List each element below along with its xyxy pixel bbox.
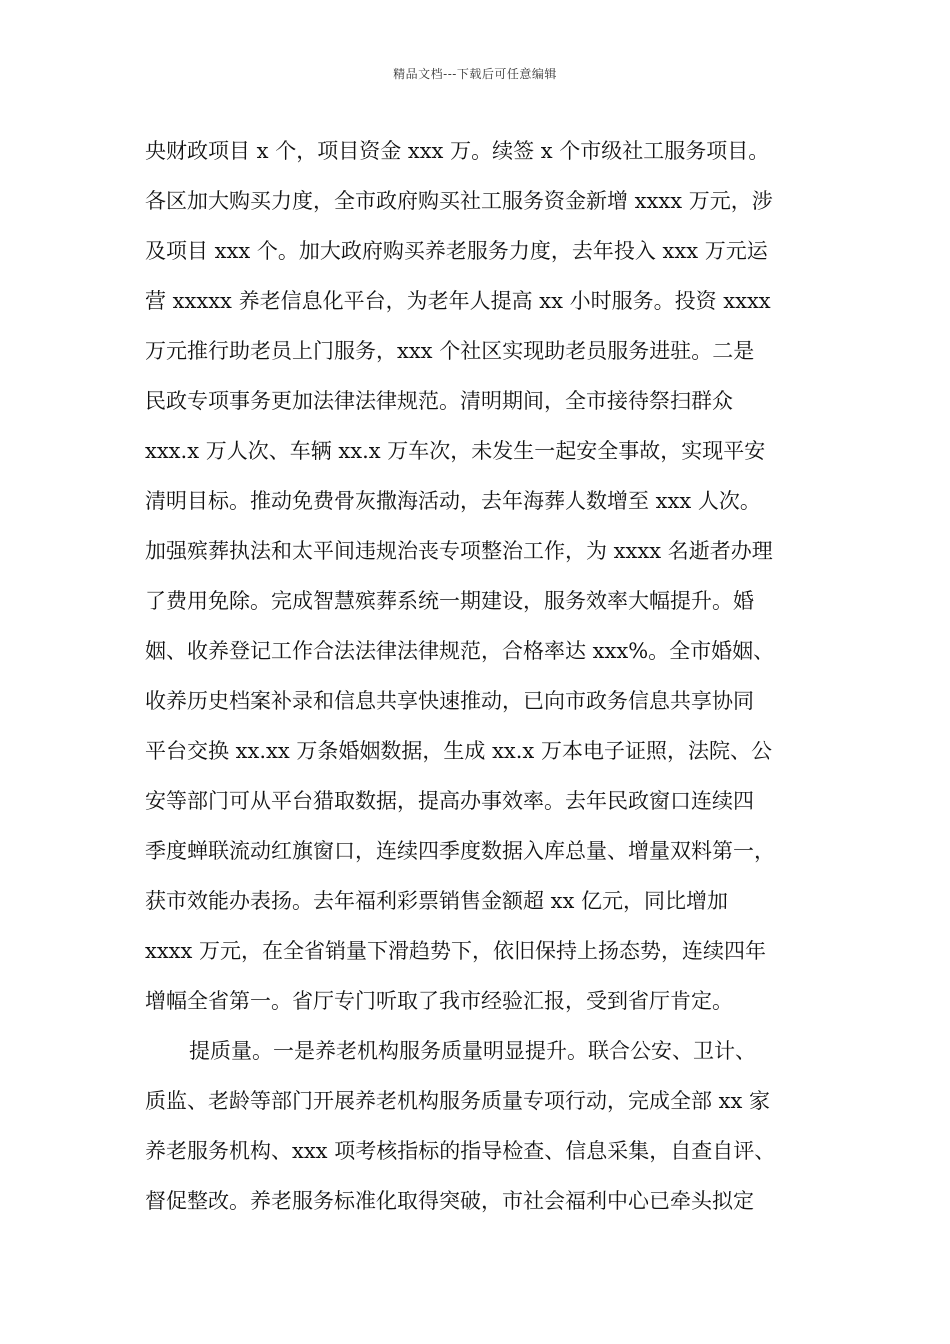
text-line: xxx.x 万人次、车辆 xx.x 万车次，未发生一起安全事故，实现平安 (145, 439, 766, 463)
paragraph-2 (145, 1032, 815, 1232)
text-line: 增幅全省第一。省厅专门听取了我市经验汇报，受到省厅肯定。 (145, 989, 733, 1013)
text-line: 获市效能办表扬。去年福利彩票销售金额超 xx 亿元，同比增加 (145, 889, 729, 913)
text-line-first-indented: 提质量。一是养老机构服务质量明显提升。联合公安、卫计、 (189, 1039, 756, 1063)
page-header: 精品文档---下载后可任意编辑 (393, 67, 557, 81)
text-line: 季度蝉联流动红旗窗口，连续四季度数据入库总量、增量双料第一， (145, 839, 775, 863)
text-line: 姻、收养登记工作合法法律法律规范，合格率达 xxx%。全市婚姻、 (145, 639, 775, 663)
text-line: 央财政项目 x 个，项目资金 xxx 万。续签 x 个市级社工服务项目。 (145, 139, 770, 163)
text-line: xxxx 万元，在全省销量下滑趋势下，依旧保持上扬态势，连续四年 (145, 939, 767, 963)
paragraph-1 (145, 132, 815, 1032)
text-line: 民政专项事务更加法律法律规范。清明期间，全市接待祭扫群众 (145, 389, 733, 413)
text-line: 万元推行助老员上门服务，xxx 个社区实现助老员服务进驻。二是 (145, 339, 755, 363)
text-line: 督促整改。养老服务标准化取得突破，市社会福利中心已牵头拟定 (145, 1189, 754, 1213)
text-line: 加强殡葬执法和太平间违规治丧专项整治工作，为 xxxx 名逝者办理 (145, 539, 773, 563)
text-line: 收养历史档案补录和信息共享快速推动，已向市政务信息共享协同 (145, 689, 754, 713)
text-line: 安等部门可从平台猎取数据，提高办事效率。去年民政窗口连续四 (145, 789, 754, 813)
text-line: 了费用免除。完成智慧殡葬系统一期建设，服务效率大幅提升。婚 (145, 589, 754, 613)
text-line: 清明目标。推动免费骨灰撒海活动，去年海葬人数增至 xxx 人次。 (145, 489, 761, 513)
text-line: 平台交换 xx.xx 万条婚姻数据，生成 xx.x 万本电子证照，法院、公 (145, 739, 772, 763)
text-line: 质监、老龄等部门开展养老机构服务质量专项行动，完成全部 xx 家 (145, 1089, 771, 1113)
text-line: 及项目 xxx 个。加大政府购买养老服务力度，去年投入 xxx 万元运 (145, 239, 768, 263)
document-body (145, 132, 815, 1232)
text-line: 养老服务机构、xxx 项考核指标的指导检查、信息采集，自查自评、 (145, 1139, 776, 1163)
text-line: 营 xxxxx 养老信息化平台，为老年人提高 xx 小时服务。投资 xxxx (145, 289, 771, 313)
text-line: 各区加大购买力度，全市政府购买社工服务资金新增 xxxx 万元，涉 (145, 189, 773, 213)
